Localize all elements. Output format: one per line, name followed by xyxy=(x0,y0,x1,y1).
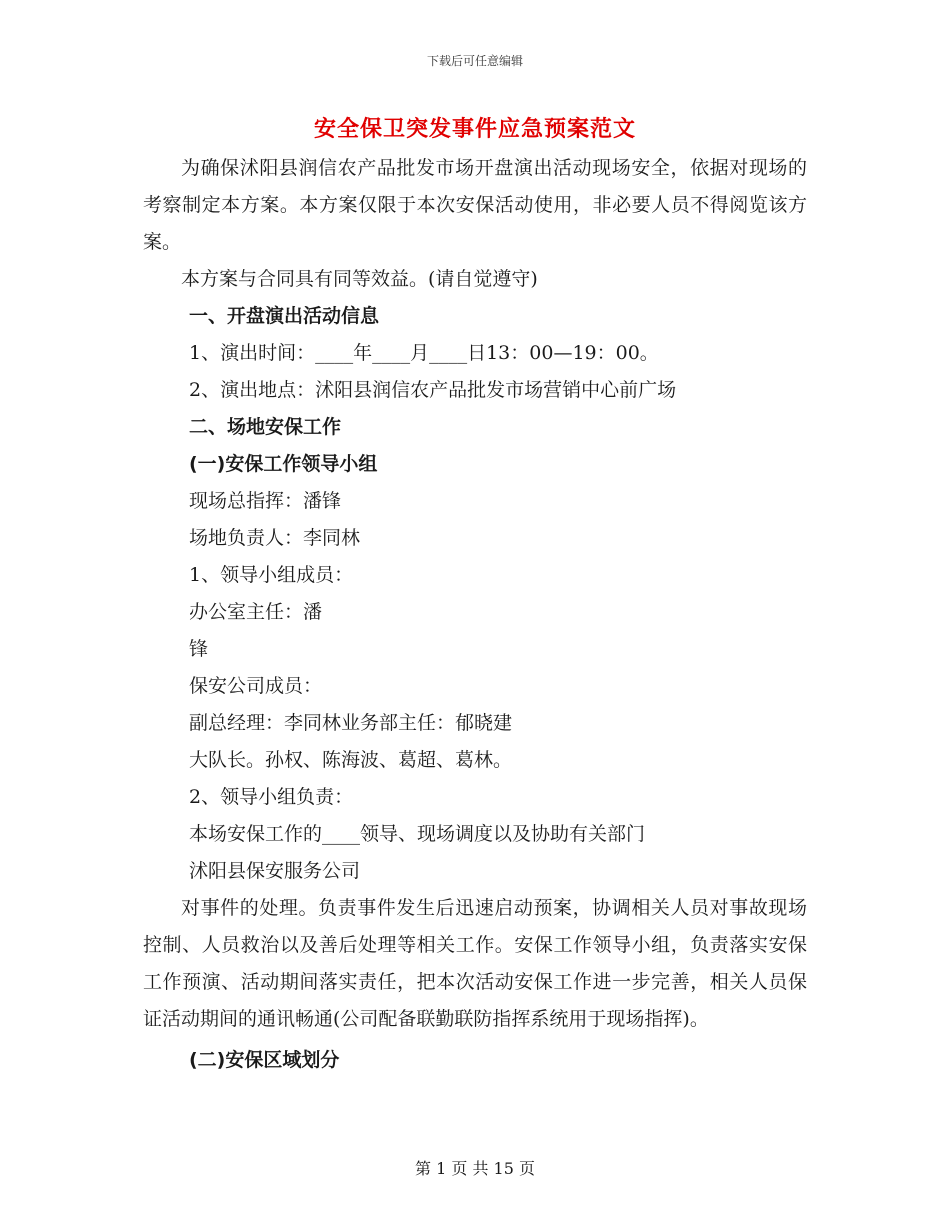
validity-paragraph: 本方案与合同具有同等效益。(请自觉遵守) xyxy=(181,268,538,290)
performance-time: 1、演出时间：____年____月____日13：00—19：00。 xyxy=(189,342,659,364)
group-duty-heading: 2、领导小组负责： xyxy=(189,786,354,808)
deputy-gm: 副总经理：李同林业务部主任：郁晓建 xyxy=(189,712,513,734)
company-name: 沭阳县保安服务公司 xyxy=(189,860,361,882)
group-members-heading: 1、领导小组成员： xyxy=(189,564,354,586)
team-leaders: 大队长。孙权、陈海波、葛超、葛林。 xyxy=(189,749,513,771)
section-heading-2: 二、场地安保工作 xyxy=(189,416,342,438)
document-title: 安全保卫突发事件应急预案范文 xyxy=(313,117,636,142)
intro-paragraph: 为确保沭阳县润信农产品批发市场开盘演出活动现场安全，依据对现场的考察制定本方案。本方案仅限于本次安保活动使用，非必要人员不得阅览该方案。 xyxy=(143,157,807,253)
section-heading-1: 一、开盘演出活动信息 xyxy=(189,305,380,327)
subsection-heading-1: (一)安保工作领导小组 xyxy=(189,453,378,475)
duty-paragraph: 对事件的处理。负责事件发生后迅速启动预案，协调相关人员对事故现场控制、人员救治以及善后处理等相关工作。安保工作领导小组，负责落实安保工作预演、活动期间落实责任，把本次活动安保工作进一步完善，相关人员保证活动期间的通讯畅通(公司配备联勤联防指挥系统用于现场指挥)。 xyxy=(143,897,807,1030)
site-manager: 场地负责人：李同林 xyxy=(189,527,361,549)
office-director-cont: 锋 xyxy=(189,638,209,660)
office-director: 办公室主任：潘 xyxy=(189,601,323,623)
subsection-heading-2: (二)安保区域划分 xyxy=(189,1049,340,1071)
performance-location: 2、演出地点：沭阳县润信农产品批发市场营销中心前广场 xyxy=(189,379,677,401)
duty-line-1: 本场安保工作的____领导、现场调度以及协助有关部门 xyxy=(189,823,646,845)
document-body xyxy=(143,150,807,1079)
header-note: 下载后可任意编辑 xyxy=(426,54,523,68)
page-footer: 第 1 页 共 15 页 xyxy=(415,1159,535,1178)
security-company-members: 保安公司成员： xyxy=(189,675,323,697)
chief-commander: 现场总指挥：潘锋 xyxy=(189,490,342,512)
